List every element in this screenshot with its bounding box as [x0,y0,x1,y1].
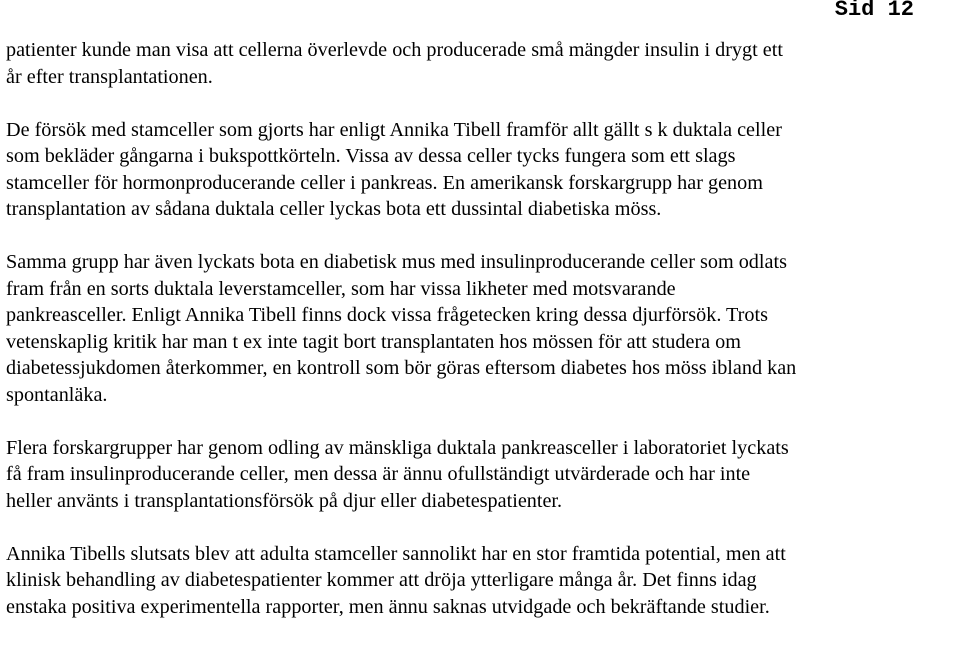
text-line: pankreasceller. Enligt Annika Tibell finns dock vissa frågetecken kring dessa djurförsök. Trots [6,304,768,326]
text-line: Annika Tibells slutsats blev att adulta stamceller sannolikt har en stor framtida potential, men att [6,542,786,565]
paragraph-3 [6,249,960,408]
text-line: stamceller för hormonproducerande celler i pankreas. En amerikansk forskargrupp har genom [6,171,763,194]
text-line: som bekläder gångarna i bukspottkörteln. Vissa av dessa celler tycks fungera som ett slags [6,145,736,167]
body-text [6,37,960,647]
paragraph-4 [6,435,960,515]
paragraph-2 [6,117,960,223]
page-number: Sid 12 [834,0,914,22]
text-line: Flera forskargrupper har genom odling av mänskliga duktala pankreasceller i laboratoriet lyckats [6,436,789,459]
text-line: år efter transplantationen. [6,65,213,88]
text-line: vetenskaplig kritik har man t ex inte tagit bort transplantaten hos mössen för att studera om [6,330,741,353]
text-line: enstaka positiva experimentella rapporter, men ännu saknas utvidgade och bekräftande studier. [6,595,770,618]
paragraph-1 [6,37,960,90]
text-line: diabetessjukdomen återkommer, en kontroll som bör göras eftersom diabetes hos möss ibland kan [6,357,797,379]
text-line: få fram insulinproducerande celler, men dessa är ännu ofullständigt utvärderade och har inte [6,463,751,485]
text-line: patienter kunde man visa att cellerna överlevde och producerade små mängder insulin i drygt ett [6,39,783,61]
text-line: spontanläka. [6,383,108,406]
text-line: Samma grupp har även lyckats bota en diabetisk mus med insulinproducerande celler som odlats [6,251,787,273]
text-line: klinisk behandling av diabetespatienter kommer att dröja ytterligare många år. Det finns idag [6,569,757,591]
text-line: De försök med stamceller som gjorts har enligt Annika Tibell framför allt gällt s k duktala celler [6,118,782,141]
text-line: fram från en sorts duktala leverstamceller, som har vissa likheter med motsvarande [6,277,676,300]
text-line: transplantation av sådana duktala celler lyckas bota ett dussintal diabetiska möss. [6,198,662,220]
paragraph-5 [6,541,960,621]
text-line: heller använts i transplantationsförsök på djur eller diabetespatienter. [6,489,563,512]
